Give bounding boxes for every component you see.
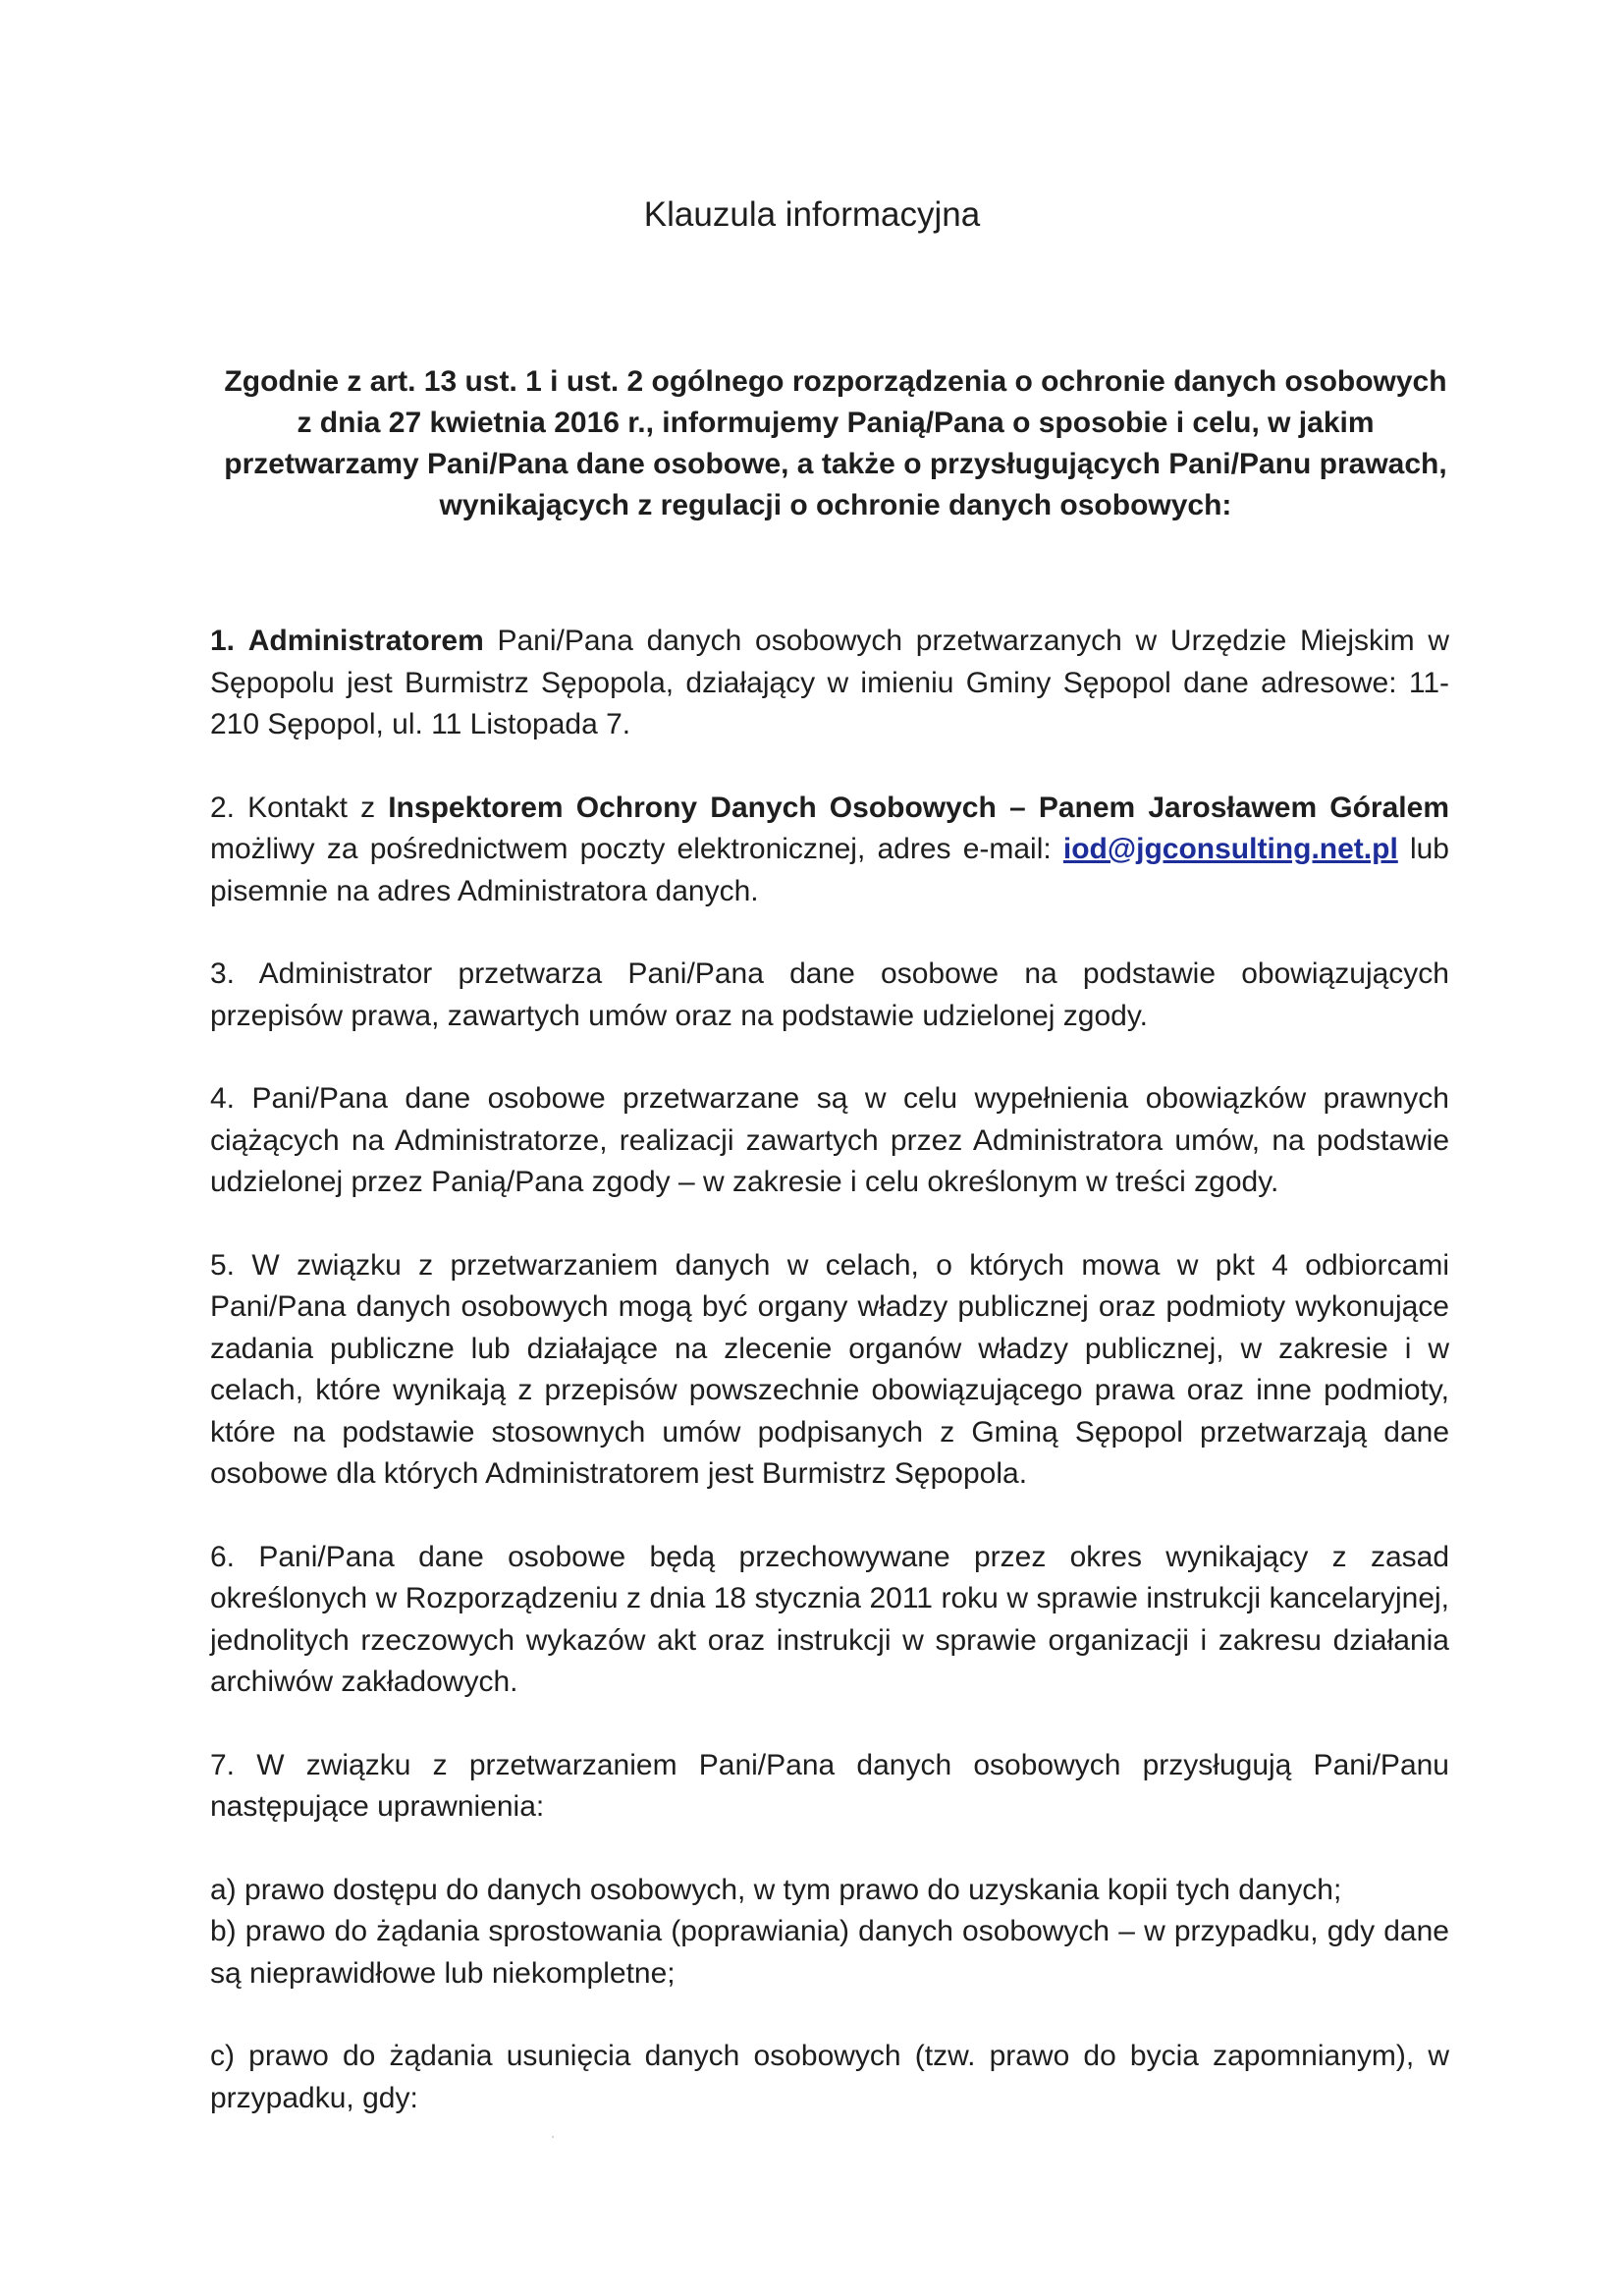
- document-body: [210, 621, 1449, 2119]
- paragraph-1-number: 1.: [210, 625, 236, 657]
- list-item-b: b) prawo do żądania sprostowania (poprawiania) danych osobowych – w przypadku, gdy dane są nieprawidłowe lub niekompletne;: [210, 1915, 1449, 1990]
- spacer: [210, 1037, 1449, 1078]
- list-item-a: a) prawo dostępu do danych osobowych, w tym prawo do uzyskania kopii tych danych;: [210, 1873, 1342, 1906]
- spacer: [210, 1704, 1449, 1745]
- paragraph-2: [210, 788, 1449, 913]
- scan-speck: [552, 2136, 554, 2138]
- paragraph-3: 3. Administrator przetwarza Pani/Pana dane osobowe na podstawie obowiązujących przepisów prawa, zawartych umów oraz na podstawie udzielonej zgody.: [210, 957, 1449, 1032]
- spacer: [210, 1496, 1449, 1537]
- paragraph-2-tail: lub pisemnie na adres Administratora danych.: [210, 833, 1449, 907]
- paragraph-4: 4. Pani/Pana dane osobowe przetwarzane są w celu wypełnienia obowiązków prawnych ciążących na Administratorze, realizacji zawartych przez Administratora umów, na podstawie udzielonej przez Panią/Pana zgody – w zakresie i celu określonym w treści zgody.: [210, 1082, 1449, 1198]
- paragraph-2-bold: Inspektorem Ochrony Danych Osobowych – Panem Jarosławem Góralem: [388, 791, 1449, 824]
- paragraph-1: [210, 621, 1449, 746]
- paragraph-7: 7. W związku z przetwarzaniem Pani/Pana danych osobowych przysługują Pani/Panu następujące uprawnienia:: [210, 1748, 1449, 1823]
- list-item-c: c) prawo do żądania usunięcia danych osobowych (tzw. prawo do bycia zapomnianym), w przypadku, gdy:: [210, 2040, 1449, 2114]
- spacer: [210, 746, 1449, 788]
- spacer: [210, 912, 1449, 954]
- intro-paragraph: Zgodnie z art. 13 ust. 1 i ust. 2 ogólnego rozporządzenia o ochronie danych osobowych z dnia 27 kwietnia 2016 r., informujemy Panią/Pana o sposobie i celu, w jakim przetwarzamy Pani/Pana dane osobowe, a także o przysługujących Pani/Panu prawach, wynikających z regulacji o ochronie danych osobowych:: [224, 365, 1447, 521]
- paragraph-5: 5. W związku z przetwarzaniem danych w celach, o których mowa w pkt 4 odbiorcami Pani/Pana danych osobowych mogą być organy władzy publicznej oraz podmioty wykonujące zadania publiczne lub działające na zlecenie organów władzy publicznej, w zakresie i w celach, które wynikają z przepisów powszechnie obowiązującego prawa oraz inne podmioty, które na podstawie stosownych umów podpisanych z Gminą Sępopol przetwarzają dane osobowe dla których Administratorem jest Burmistrz Sępopola.: [210, 1248, 1449, 1490]
- paragraph-1-text: Pani/Pana danych osobowych przetwarzanych w Urzędzie Miejskim w Sępopolu jest Burmistrz Sępopola, działający w imieniu Gminy Sępopol dane adresowe: 11-210 Sępopol, ul. 11 Listopada 7.: [210, 625, 1449, 740]
- paragraph-1-bold-lead: Administratorem: [247, 625, 484, 657]
- spacer: [210, 1204, 1449, 1245]
- email-link[interactable]: iod@jgconsulting.net.pl: [1062, 833, 1398, 865]
- paragraph-6: 6. Pani/Pana dane osobowe będą przechowywane przez okres wynikający z zasad określonych w Rozporządzeniu z dnia 18 stycznia 2011 roku w sprawie instrukcji kancelaryjnej, jednolitych rzeczowych wykazów akt oraz instrukcji w sprawie organizacji i zakresu działania archiwów zakładowych.: [210, 1540, 1449, 1698]
- spacer: [210, 1995, 1449, 2036]
- paragraph-2-middle: możliwy za pośrednictwem poczty elektronicznej, adres e-mail:: [210, 833, 1063, 865]
- spacer: [210, 1829, 1449, 1870]
- document-title: Klauzula informacyjna: [643, 195, 981, 234]
- paragraph-2-lead: 2. Kontakt z: [210, 791, 389, 824]
